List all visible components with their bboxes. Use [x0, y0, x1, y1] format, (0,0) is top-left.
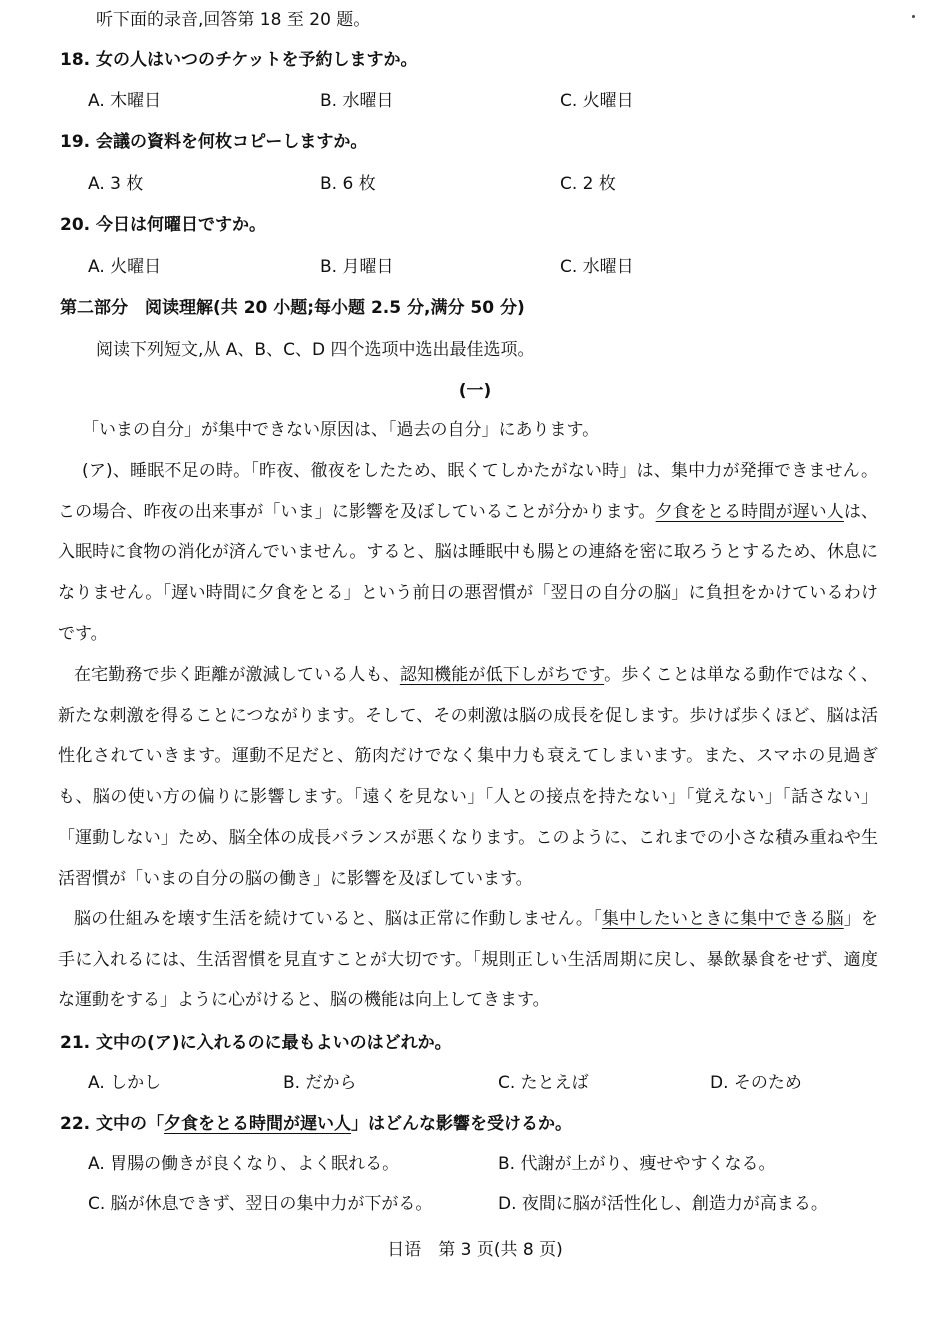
- passage-p2-underline: 夕食をとる時間が遅い人: [655, 501, 844, 522]
- question-22-stem-b: 」はどんな影響を受けるか。: [351, 1114, 573, 1134]
- question-19-stem: 19. 会議の資料を何枚コピーしますか。: [60, 132, 368, 152]
- question-22-stem: [60, 1112, 572, 1136]
- question-22-option-b[interactable]: B. 代謝が上がり、痩せやすくなる。: [498, 1154, 776, 1174]
- question-20-option-a[interactable]: A. 火曜日: [88, 257, 162, 277]
- passage-p2-text-b: は、入眠時に食物の消化が済んでいません。すると、脳は睡眠中も腸との連絡を密に取ろうとするため、休息になりません。「遅い時間に夕食をとる」という前日の悪習慣が「翌日の自分の脳」に負担をかけているわけです。: [58, 501, 879, 644]
- passage-p4-text-b: 」を手に入れるには、生活習慣を見直すことが大切です。「規則正しい生活周期に戻し、暴飲暴食をせず、適度な運動をする」ように心がけると、脳の機能は向上してきます。: [58, 909, 878, 1011]
- question-19-option-a[interactable]: A. 3 枚: [88, 174, 144, 194]
- passage-paragraph-2: [58, 451, 878, 655]
- listening-instruction: 听下面的录音,回答第 18 至 20 题。: [96, 10, 371, 30]
- passage-paragraph-3: [58, 655, 878, 899]
- passage-p1-text: 「いまの自分」が集中できない原因は、「過去の自分」にあります。: [82, 420, 600, 440]
- question-18-stem: 18. 女の人はいつのチケットを予約しますか。: [60, 50, 418, 70]
- passage-paragraph-4: [58, 899, 878, 1021]
- question-18-option-c[interactable]: C. 火曜日: [560, 91, 634, 111]
- passage-p4-underline: 集中したいときに集中できる脳: [601, 909, 844, 929]
- passage-number: (一): [458, 381, 492, 401]
- question-18-option-a[interactable]: A. 木曜日: [88, 91, 162, 111]
- question-18-option-b[interactable]: B. 水曜日: [320, 91, 394, 111]
- passage-p4-text-a: 脳の仕組みを壊す生活を続けていると、脳は正常に作動しません。「: [74, 909, 602, 929]
- passage-p3-text-a: 在宅勤務で歩く距離が激減している人も、: [74, 665, 400, 685]
- question-19-option-c[interactable]: C. 2 枚: [560, 174, 616, 194]
- part2-title: 第二部分 阅读理解(共 20 小题;每小题 2.5 分,满分 50 分): [60, 298, 525, 318]
- question-22-stem-a: 22. 文中の「: [60, 1114, 165, 1134]
- question-20-stem: 20. 今日は何曜日ですか。: [60, 215, 267, 235]
- question-22-underline: 夕食をとる時間が遅い人: [164, 1114, 352, 1134]
- part2-instruction: 阅读下列短文,从 A、B、C、D 四个选项中选出最佳选项。: [96, 340, 535, 360]
- question-21-option-c[interactable]: C. たとえば: [498, 1073, 589, 1093]
- question-19-option-b[interactable]: B. 6 枚: [320, 174, 376, 194]
- passage-paragraph-1: [58, 410, 878, 451]
- scan-speck: [912, 15, 915, 18]
- question-20-option-b[interactable]: B. 月曜日: [320, 257, 394, 277]
- question-22-option-a[interactable]: A. 胃腸の働きが良くなり、よく眠れる。: [88, 1154, 400, 1174]
- question-21-option-b[interactable]: B. だから: [283, 1073, 357, 1093]
- question-21-option-a[interactable]: A. しかし: [88, 1073, 162, 1093]
- page-footer: 日语 第 3 页(共 8 页): [387, 1240, 563, 1260]
- question-21-option-d[interactable]: D. そのため: [710, 1073, 802, 1093]
- passage-p2-text-a: (ア)、睡眠不足の時。「昨夜、徹夜をしたため、眠くてしかたがない時」は、集中力が発揮できません。この場合、昨夜の出来事が「いま」に影響を及ぼしていることが分かります。: [58, 461, 878, 522]
- question-20-option-c[interactable]: C. 水曜日: [560, 257, 634, 277]
- question-21-stem: 21. 文中の(ア)に入れるのに最もよいのはどれか。: [60, 1033, 452, 1053]
- passage-p3-text-b: 。歩くことは単なる動作ではなく、新たな刺激を得ることにつながります。そして、その刺激は脳の成長を促します。歩けば歩くほど、脳は活性化されていきます。運動不足だと、筋肉だけでなく集中力も衰えてしまいます。また、スマホの見過ぎも、脳の使い方の偏りに影響します。「遠くを見ない」「人との接点を持たない」「覚えない」「話さない」「運動しない」ため、脳全体の成長バランスが悪くなります。このように、これまでの小さな積み重ねや生活習慣が「いまの自分の脳の働き」に影響を及ぼしています。: [58, 665, 878, 889]
- question-22-option-c[interactable]: C. 脳が休息できず、翌日の集中力が下がる。: [88, 1194, 433, 1214]
- question-22-option-d[interactable]: D. 夜間に脳が活性化し、創造力が高まる。: [498, 1194, 828, 1214]
- passage-p3-underline: 認知機能が低下しがちです: [399, 665, 605, 685]
